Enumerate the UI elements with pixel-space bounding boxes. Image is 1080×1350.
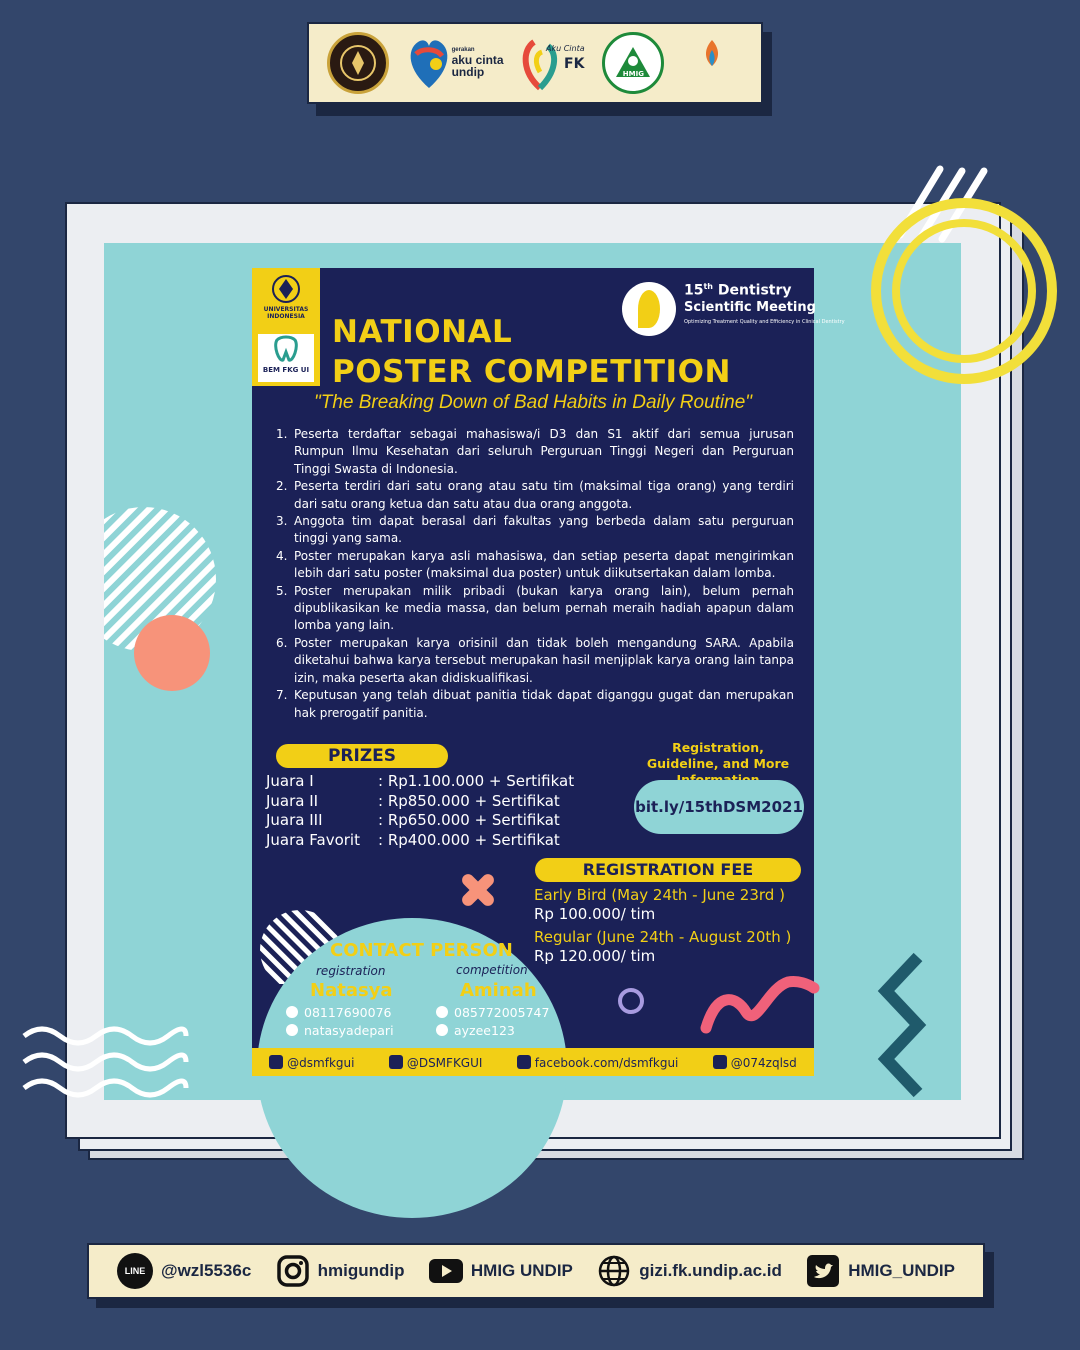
contact-1-role: registration [316, 964, 386, 978]
undip-seal-logo [327, 32, 389, 94]
rule-number: 2. [276, 479, 288, 494]
social-twitter[interactable] [806, 1254, 955, 1288]
social-line-text: @wzl5536c [161, 1261, 252, 1280]
social-youtube[interactable] [429, 1254, 573, 1288]
contact-1-line: natasyadepari [304, 1023, 394, 1038]
poster-footer-text: @dsmfkgui [287, 1055, 355, 1070]
contact-2-line: ayzee123 [454, 1023, 515, 1038]
rule-item [276, 478, 794, 513]
ui-badge-top-text: UNIVERSITAS INDONESIA [263, 306, 309, 321]
poster-footer-item[interactable] [269, 1055, 354, 1070]
tooth-icon [271, 334, 301, 364]
contact-1-phone-row [286, 1005, 391, 1020]
title-line-1: NATIONAL [332, 314, 513, 350]
globe-icon [597, 1254, 631, 1288]
twitter-icon [389, 1055, 403, 1069]
poster-footer-item[interactable] [389, 1055, 483, 1070]
social-line[interactable] [117, 1253, 251, 1289]
colorful-heart-icon [520, 32, 560, 92]
dsm-emblem-icon [622, 282, 676, 336]
instagram-icon [269, 1055, 283, 1069]
prize-value: : Rp650.000 + Sertifikat [378, 811, 560, 830]
prize-row [266, 772, 574, 792]
prize-label: Juara I [266, 772, 314, 790]
social-youtube-text: HMIG UNDIP [470, 1261, 573, 1280]
fee-period: Regular (June 24th - August 20th ) [534, 928, 792, 946]
contact-2-phone: 085772005747 [454, 1005, 550, 1020]
fk-top-text: Aku Cinta [546, 44, 585, 53]
instagram-icon [276, 1254, 310, 1288]
ui-logo [258, 274, 314, 330]
title-line-2: POSTER COMPETITION [332, 354, 731, 390]
logo-strip [307, 22, 763, 104]
registration-info-text: Registration, Guideline, and More [646, 740, 790, 771]
whatsapp-icon [286, 1006, 298, 1018]
dsm-sup: th [703, 282, 714, 291]
bem-fkg-logo [258, 334, 314, 382]
line-icon [117, 1253, 153, 1289]
line-icon [713, 1055, 727, 1069]
rule-text: Poster merupakan karya asli mahasiswa, dan setiap peserta dapat mengirimkan lebih dari satu poster (maksimal dua poster) untuk diikutsertakan dalam lomba. [294, 548, 794, 581]
fee-period: Early Bird (May 24th - June 23rd ) [534, 886, 785, 904]
line-icon [286, 1024, 298, 1036]
poster-footer-text: facebook.com/dsmfkgui [534, 1055, 679, 1070]
contact-2-role: competition [456, 963, 528, 977]
dsm-line-1 [684, 282, 792, 299]
registration-fee-heading: REGISTRATION FEE [535, 858, 801, 882]
heart-globe-icon [406, 34, 452, 92]
prizes-heading: PRIZES [276, 744, 448, 768]
youtube-icon [429, 1254, 463, 1288]
social-instagram-text: hmigundip [317, 1261, 405, 1280]
whatsapp-icon [436, 1006, 448, 1018]
seal-emblem-icon [338, 43, 378, 83]
rule-text: Poster merupakan karya orisinil dan tidak boleh mengandung SARA. Apabila diketahui bahwa karya tersebut merupakan hasil menjiplak karya orang lain tanpa izin, maka peserta akan didiskualifikasi. [294, 635, 794, 685]
fee-amount: Rp 100.000/ tim [534, 905, 656, 923]
poster-footer-item[interactable] [713, 1055, 797, 1070]
rule-text: Keputusan yang telah dibuat panitia tidak dapat diganggu gugat dan merupakan hak prerogatif panitia. [294, 688, 794, 720]
prize-value: : Rp850.000 + Sertifikat [378, 791, 560, 810]
lavender-ring-decoration [618, 988, 644, 1014]
orange-circle-decoration [134, 615, 210, 691]
prize-label: Juara II [266, 791, 319, 810]
social-instagram[interactable] [276, 1254, 405, 1288]
rule-item [276, 687, 794, 722]
fee-amount: Rp 120.000/ tim [534, 947, 656, 965]
aku-cinta-fk-logo [520, 32, 586, 94]
contact-1-phone: 08117690076 [304, 1005, 392, 1020]
rule-number: 1. [276, 427, 288, 441]
contact-person-heading: CONTACT PERSON [330, 940, 513, 961]
prizes-list [266, 772, 574, 850]
prize-row [266, 792, 574, 812]
rule-item [276, 583, 794, 635]
rule-text: Peserta terdiri dari satu orang atau satu tim (maksimal tiga orang) yang terdiri dari satu orang ketua dan satu atau dua orang anggota. [294, 479, 794, 511]
ui-badge-bottom-text: BEM FKG UI [262, 366, 310, 374]
rule-text: Poster merupakan milik pribadi (bukan karya orang lain), belum pernah dipublikasikan ke media massa, dan belum pernah meraih hadiah apapun dalam lomba yang lain. [294, 583, 794, 633]
contact-2-name: Aminah [460, 980, 537, 1001]
line-badge-text: LINE [124, 1266, 146, 1276]
rules-list [276, 426, 794, 722]
hmig-logo [602, 32, 664, 94]
contact-1-name: Natasya [310, 980, 393, 1001]
theme-subtitle: "The Breaking Down of Bad Habits in Daily Routine" [313, 392, 753, 413]
wave-decoration [20, 1022, 190, 1100]
rule-item [276, 635, 794, 687]
zigzag-decoration [874, 951, 934, 1101]
prize-label: Juara III [266, 811, 323, 830]
prize-row [266, 831, 574, 851]
social-website[interactable] [597, 1254, 782, 1288]
aku-cinta-text: aku cinta [451, 52, 504, 67]
hmig-text: HMIG [622, 70, 644, 78]
prize-label: Juara Favorit [266, 830, 360, 849]
competition-poster [252, 268, 845, 1076]
dsm-logo [622, 282, 845, 342]
social-website-text: gizi.fk.undip.ac.id [639, 1261, 782, 1280]
prize-value: : Rp400.000 + Sertifikat [378, 830, 560, 849]
rule-item [276, 426, 794, 478]
coral-squiggle-decoration [698, 968, 816, 1038]
facebook-icon [517, 1055, 531, 1069]
ui-badge [252, 268, 320, 386]
contact-2-line-row [436, 1023, 515, 1038]
registration-link[interactable]: bit.ly/15thDSM2021 [634, 780, 804, 834]
poster-footer [252, 1048, 814, 1076]
dsm-number: 15 [684, 282, 704, 299]
contact-1-line-row [286, 1023, 394, 1038]
line-icon [436, 1024, 448, 1036]
crescent-flame-logo [681, 32, 743, 94]
social-twitter-text: HMIG_UNDIP [848, 1261, 955, 1280]
aku-cinta-undip-logo [406, 34, 504, 92]
rule-item [276, 548, 794, 583]
dsm-dentistry: Dentistry [717, 282, 792, 299]
poster-footer-text: @074zqlsd [730, 1055, 797, 1070]
rule-number: 5. [276, 583, 288, 598]
registration-fee-list [534, 886, 810, 970]
rule-text: Anggota tim dapat berasal dari fakultas yang berbeda dalam satu perguruan tinggi yang sama. [294, 514, 794, 546]
makara-icon [271, 274, 301, 304]
poster-footer-text: @DSMFKGUI [406, 1055, 483, 1070]
dsm-line-3: Optimizing Treatment Quality and Efficiency in Clinical Dentistry [684, 319, 845, 325]
social-bar [87, 1243, 985, 1299]
crescent-flame-icon [681, 32, 743, 94]
poster-footer-item[interactable] [517, 1055, 679, 1070]
rule-item [276, 513, 794, 548]
contact-2-phone-row [436, 1005, 549, 1020]
rule-text: Peserta terdaftar sebagai mahasiswa/i D3 dan S1 aktif dari semua jurusan Rumpun Ilmu Kesehatan dari seluruh Perguruan Tinggi Negeri dan Perguruan Tinggi Swasta di Indonesia. [294, 427, 794, 476]
prize-value: : Rp1.100.000 + Sertifikat [378, 772, 575, 790]
rule-number: 4. [276, 548, 288, 563]
twitter-icon [806, 1254, 840, 1288]
prize-row [266, 811, 574, 831]
bandage-decoration [456, 868, 500, 912]
dsm-line-2: Scientific Meeting [684, 300, 816, 315]
fk-text: FK [564, 56, 585, 72]
rule-number: 6. [276, 635, 288, 650]
yellow-ring-decoration [844, 233, 1004, 393]
undip-text: undip [451, 65, 485, 80]
aku-cinta-small: gerakan [451, 47, 475, 54]
rule-number: 7. [276, 688, 288, 703]
rule-number: 3. [276, 514, 288, 529]
